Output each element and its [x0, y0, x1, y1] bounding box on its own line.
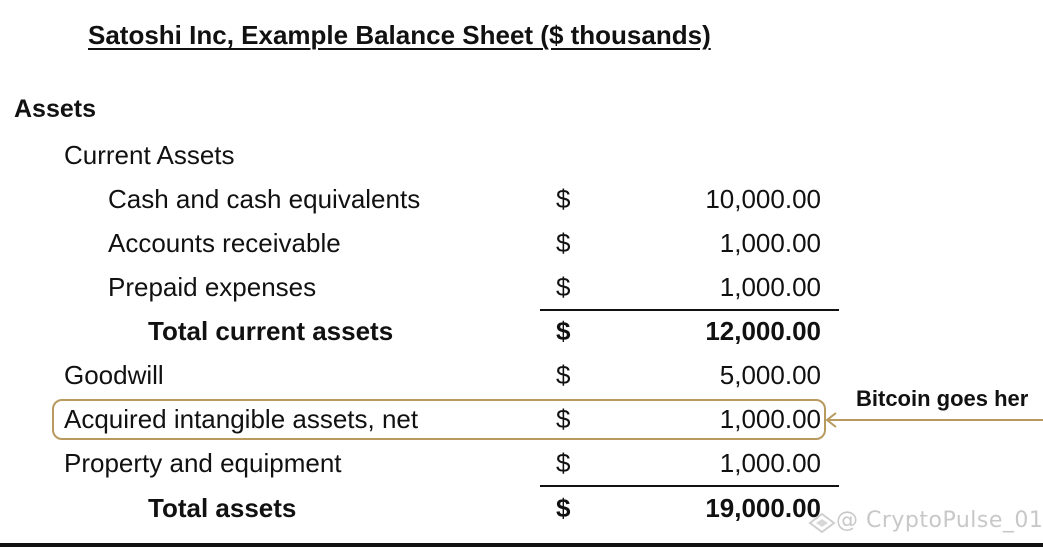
watermark-text: @ CryptoPulse_01	[836, 508, 1043, 533]
row-amount: 1,000.00	[719, 228, 821, 258]
row-label: Acquired intangible assets, net	[64, 404, 419, 434]
callout-label: Bitcoin goes her	[856, 386, 1029, 411]
currency-symbol: $	[556, 228, 571, 258]
row-label: Property and equipment	[64, 448, 342, 478]
row-label: Goodwill	[64, 360, 164, 390]
currency-symbol: $	[556, 360, 571, 390]
page-title: Satoshi Inc, Example Balance Sheet ($ thousands)	[88, 20, 711, 50]
currency-symbol: $	[556, 272, 571, 302]
currency-symbol: $	[556, 493, 571, 523]
row-label: Cash and cash equivalents	[108, 184, 421, 214]
row-label: Total assets	[148, 493, 297, 523]
row-label: Current Assets	[64, 140, 235, 170]
callout-arrow-icon	[822, 410, 1043, 430]
row-amount: 19,000.00	[705, 493, 821, 523]
section-assets: Assets	[14, 95, 96, 123]
row-prepaid-expenses	[0, 265, 1043, 309]
diamond-logo-icon	[808, 512, 836, 534]
row-label: Prepaid expenses	[108, 272, 317, 302]
row-amount: 1,000.00	[719, 404, 821, 434]
row-label: Total current assets	[148, 316, 394, 346]
row-current-assets	[0, 133, 1043, 177]
row-amount: 12,000.00	[705, 316, 821, 346]
row-accounts-receivable	[0, 221, 1043, 265]
currency-symbol: $	[556, 316, 571, 346]
row-cash	[0, 177, 1043, 221]
row-total-current-assets	[0, 309, 1043, 353]
row-amount: 10,000.00	[705, 184, 821, 214]
row-amount: 1,000.00	[719, 272, 821, 302]
bottom-border	[0, 543, 1043, 547]
row-amount: 5,000.00	[719, 360, 821, 390]
currency-symbol: $	[556, 184, 571, 214]
currency-symbol: $	[556, 404, 571, 434]
row-label: Accounts receivable	[108, 228, 341, 258]
currency-symbol: $	[556, 448, 571, 478]
row-property-equipment	[0, 441, 1043, 485]
row-amount: 1,000.00	[719, 448, 821, 478]
